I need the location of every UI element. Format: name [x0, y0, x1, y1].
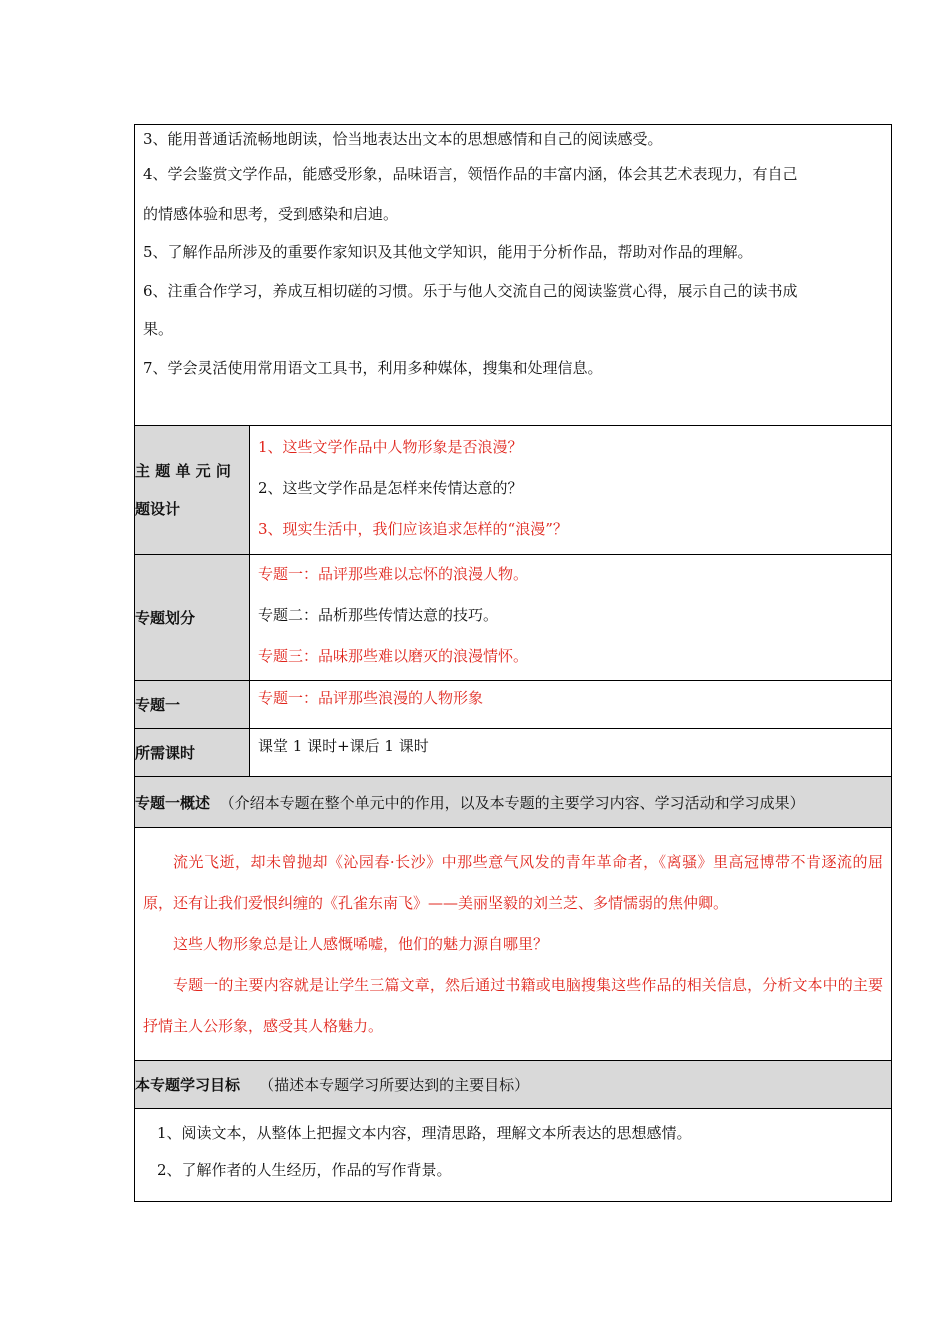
overview-header [135, 777, 892, 828]
objective-item-1: 1、阅读文本，从整体上把握文本内容，理清思路，理解文本所表达的思想感情。 [157, 1124, 692, 1142]
overview-paragraph-3: 专题一的主要内容就是让学生三篇文章，然后通过书籍或电脑搜集这些作品的相关信息，分析文本中的主要抒情主人公形象，感受其人格魅力。 [143, 976, 883, 1035]
overview-body-row [135, 828, 892, 1061]
question-design-row [135, 426, 892, 555]
hours-row [135, 729, 892, 777]
topic-one-cell [250, 681, 892, 729]
topic-one-row [135, 681, 892, 729]
goals-row [135, 125, 892, 426]
goal-item-7: 7、学会灵活使用常用语文工具书，利用多种媒体，搜集和处理信息。 [143, 359, 603, 377]
goal-item-3: 3、能用普通话流畅地朗读，恰当地表达出文本的思想感情和自己的阅读感受。 [143, 130, 663, 148]
question-design-label-line1: 主 题 单 元 问 [135, 462, 231, 480]
topic-division-item-3: 专题三：品味那些难以磨灭的浪漫情怀。 [258, 647, 529, 665]
goals-cell [135, 125, 892, 426]
goal-item-4-cont: 的情感体验和思考，受到感染和启迪。 [143, 205, 399, 223]
topic-division-row [135, 555, 892, 681]
question-item-1: 1、这些文学作品中人物形象是否浪漫？ [258, 438, 523, 456]
question-design-label-line2: 题设计 [135, 500, 181, 518]
overview-label: 专题一概述 [135, 793, 211, 812]
objectives-label: 本专题学习目标 [135, 1076, 241, 1094]
goal-item-4: 4、学会鉴赏文学作品，能感受形象，品味语言，领悟作品的丰富内涵，体会其艺术表现力，有自己 [143, 165, 798, 183]
goal-item-6: 6、注重合作学习，养成互相切磋的习惯。乐于与他人交流自己的阅读鉴赏心得，展示自己的读书成 [143, 282, 798, 300]
objectives-body-row [135, 1109, 892, 1202]
topic-one-label: 专题一 [135, 681, 250, 729]
objective-item-2: 2、了解作者的人生经历，作品的写作背景。 [157, 1161, 452, 1179]
goal-item-5: 5、了解作品所涉及的重要作家知识及其他文学知识，能用于分析作品，帮助对作品的理解。 [143, 243, 753, 261]
question-item-2: 2、这些文学作品是怎样来传情达意的？ [258, 479, 523, 497]
topic-one-value: 专题一：品评那些浪漫的人物形象 [258, 689, 484, 707]
hours-label: 所需课时 [135, 729, 250, 777]
topic-division-item-2: 专题二：品析那些传情达意的技巧。 [258, 606, 499, 624]
topic-division-item-1: 专题一：品评那些难以忘怀的浪漫人物。 [258, 565, 529, 583]
goal-item-6-cont: 果。 [143, 320, 174, 338]
question-design-label [135, 426, 250, 555]
topic-division-cell [250, 555, 892, 681]
hours-cell [250, 729, 892, 777]
overview-paragraph-1: 流光飞逝，却未曾抛却《沁园春·长沙》中那些意气风发的青年革命者，《离骚》里高冠博带不肯逐流的屈原，还有让我们爱恨纠缠的《孔雀东南飞》——美丽坚毅的刘兰芝、多情懦弱的焦仲卿。 [143, 853, 883, 912]
objectives-hint: （描述本专题学习所要达到的主要目标） [259, 1076, 530, 1094]
objectives-header [135, 1061, 892, 1109]
objectives-header-row [135, 1061, 892, 1109]
overview-hint: （介绍本专题在整个单元中的作用，以及本专题的主要学习内容、学习活动和学习成果） [219, 793, 805, 812]
overview-paragraph-2: 这些人物形象总是让人感慨唏嘘，他们的魅力源自哪里？ [173, 935, 549, 953]
hours-value: 课堂 1 课时+课后 1 课时 [258, 737, 429, 755]
question-item-3: 3、现实生活中，我们应该追求怎样的“浪漫”？ [258, 520, 568, 538]
lesson-plan-table [134, 124, 892, 1202]
overview-header-row [135, 777, 892, 828]
question-design-cell [250, 426, 892, 555]
objectives-body [135, 1109, 892, 1202]
topic-division-label: 专题划分 [135, 555, 250, 681]
overview-body [135, 828, 892, 1061]
